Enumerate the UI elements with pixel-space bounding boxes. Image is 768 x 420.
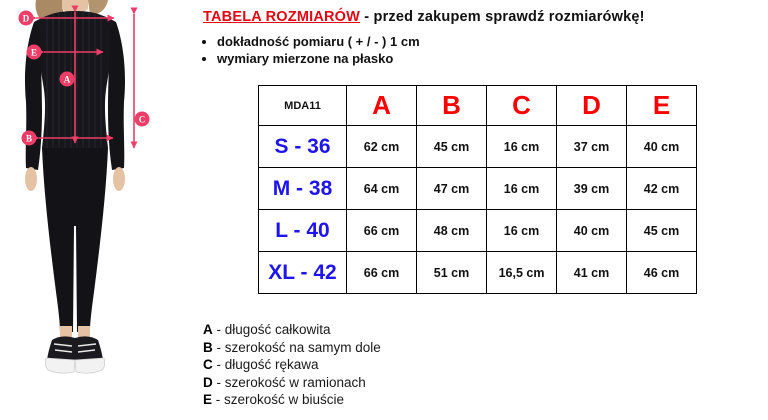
table-row <box>259 126 697 168</box>
value-cell: 37 cm <box>557 126 627 168</box>
column-header-C: C <box>487 86 557 126</box>
value-cell: 16 cm <box>487 126 557 168</box>
legend-item-D <box>203 374 381 392</box>
page-title <box>203 9 763 25</box>
value-cell: 45 cm <box>417 126 487 168</box>
table-row <box>259 210 697 252</box>
measurement-notes <box>217 33 763 67</box>
page-title-suffix: - przed zakupem sprawdź rozmiarówkę! <box>360 9 645 25</box>
value-cell: 47 cm <box>417 168 487 210</box>
legend-description: długość rękawa <box>224 357 319 373</box>
legend-letter: D <box>203 374 213 390</box>
table-row <box>259 168 697 210</box>
value-cell: 62 cm <box>347 126 417 168</box>
value-cell: 51 cm <box>417 252 487 294</box>
value-cell: 16 cm <box>487 168 557 210</box>
size-label-xl42: XL - 42 <box>259 252 347 294</box>
legend-separator: - <box>212 374 225 390</box>
legend-item-A <box>203 321 381 339</box>
model-code-cell: MDA11 <box>259 86 347 126</box>
size-label-m38: M - 38 <box>259 168 347 210</box>
column-header-B: B <box>417 86 487 126</box>
value-cell: 42 cm <box>627 168 697 210</box>
size-label-s36: S - 36 <box>259 126 347 168</box>
model-photo <box>0 0 195 418</box>
legend-letter: A <box>203 322 213 337</box>
badge-C-letter: C <box>138 114 146 125</box>
value-cell: 48 cm <box>417 210 487 252</box>
model-left-sleeve <box>25 22 42 170</box>
column-header-E: E <box>627 86 697 126</box>
note-accuracy: • dokładność pomiaru ( + / - ) 1 cm <box>217 33 763 50</box>
value-cell: 40 cm <box>557 210 627 252</box>
value-cell: 40 cm <box>627 126 697 168</box>
legend-item-B <box>203 339 381 357</box>
badge-D-letter: D <box>22 13 30 24</box>
legend-description: szerokość na samym dole <box>224 339 381 355</box>
model-left-hand <box>25 167 37 191</box>
table-row <box>259 252 697 294</box>
badge-A-letter: A <box>63 74 71 85</box>
heading-block <box>203 9 763 67</box>
legend-item-C <box>203 356 381 374</box>
size-table-header-row <box>259 86 697 126</box>
legend-letter: B <box>203 339 213 355</box>
badge-E-letter: E <box>30 47 38 58</box>
value-cell: 45 cm <box>627 210 697 252</box>
legend-description: szerokość w ramionach <box>224 374 366 390</box>
legend-letter: E <box>203 392 213 408</box>
badge-B-letter: B <box>25 133 33 144</box>
model-right-sleeve <box>108 22 125 170</box>
model-measurement-figure <box>0 0 195 418</box>
size-table <box>258 85 697 294</box>
model-right-hand <box>113 167 125 191</box>
legend-separator: - <box>212 322 225 337</box>
model-leggings <box>42 148 108 332</box>
page-title-highlight: TABELA ROZMIARÓW <box>203 9 361 25</box>
value-cell: 46 cm <box>627 252 697 294</box>
note-flat-measure: • wymiary mierzone na płasko <box>217 50 763 67</box>
value-cell: 66 cm <box>347 210 417 252</box>
size-label-l40: L - 40 <box>259 210 347 252</box>
value-cell: 16,5 cm <box>487 252 557 294</box>
legend-description: szerokość w biuście <box>224 392 345 408</box>
legend-separator: - <box>212 339 225 355</box>
value-cell: 16 cm <box>487 210 557 252</box>
legend-item-E <box>203 391 381 409</box>
value-cell: 39 cm <box>557 168 627 210</box>
model-sneakers <box>45 336 104 373</box>
column-header-D: D <box>557 86 627 126</box>
measurement-legend <box>203 321 381 409</box>
legend-separator: - <box>212 357 225 373</box>
value-cell: 66 cm <box>347 252 417 294</box>
column-header-A: A <box>347 86 417 126</box>
value-cell: 64 cm <box>347 168 417 210</box>
legend-description: długość całkowita <box>224 322 331 337</box>
value-cell: 41 cm <box>557 252 627 294</box>
legend-letter: C <box>203 357 213 373</box>
legend-separator: - <box>212 392 225 408</box>
